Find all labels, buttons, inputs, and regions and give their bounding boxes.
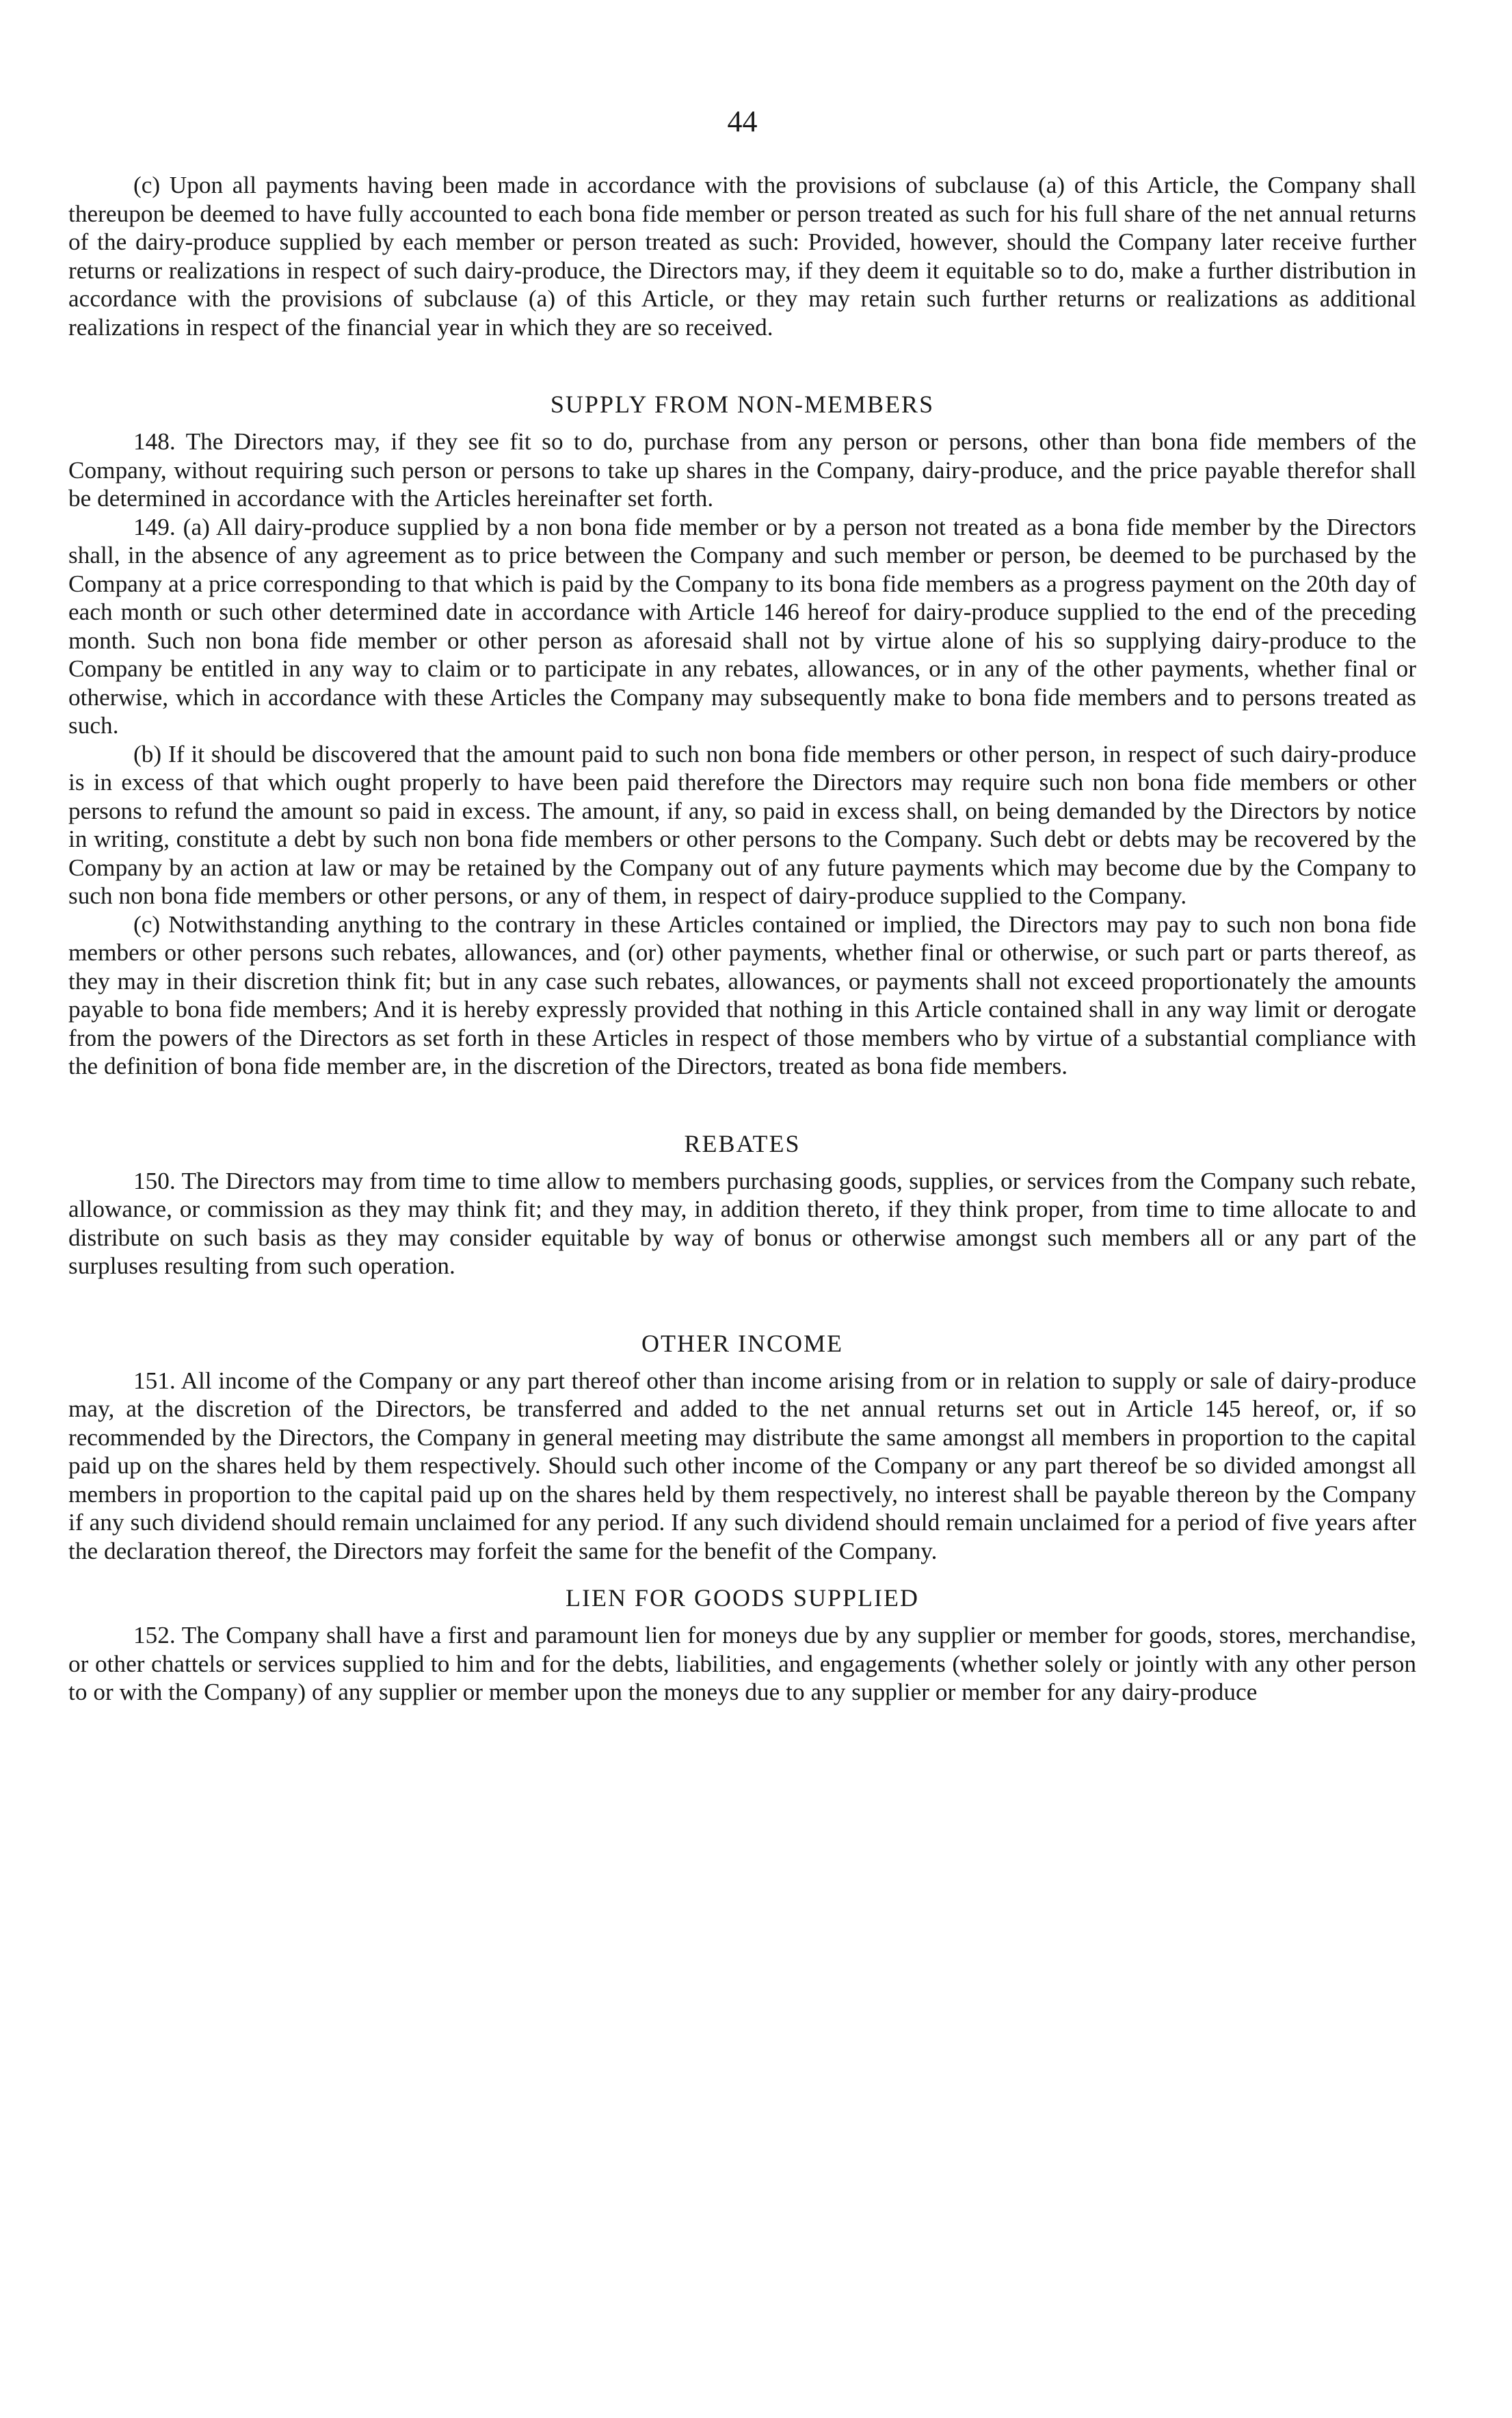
article-149-b: (b) If it should be discovered that the amount paid to such non bona fide members or other person, in respect of such dairy-produce is in excess of that which ought properly to have been paid therefore the Directors may require such non bona fide members or other persons to refund the amount so paid in excess. The amount, if any, so paid in excess shall, on being demanded by the Directors by notice in writing, constitute a debt by such non bona fide members or other persons to the Company. Such debt or debts may be recovered by the Company by an action at law or may be retained by the Company out of any future payments which may become due by the Company to such non bona fide members or other persons, or any of them, in respect of dairy-produce supplied to the Company. [68,740,1416,909]
article-152: 152. The Company shall have a first and paramount lien for moneys due by any supplier or member for goods, stores, merchandise, or other chattels or services supplied to him and for the debts, liabilities, and engagements (whether solely or jointly with any other person to or with the Company) of any supplier or member upon the moneys due to any supplier or member for any dairy-produce [68,1622,1416,1705]
article-151: 151. All income of the Company or any part thereof other than income arising from or in relation to supply or sale of dairy-produce may, at the discretion of the Directors, be transferred and added to the net annual returns set out in Article 145 hereof, or, if so recommended by the Directors, the Company in general meeting may distribute the same amongst all members in proportion to the capital paid up on the shares held by them respectively. Should such other income of the Company or any part thereof be so divided amongst all members in proportion to the capital paid up on the shares held by them respectively, no interest shall be payable thereon by the Company if any such dividend should remain unclaimed for any period. If any such dividend should remain unclaimed for a period of five years after the declaration thereof, the Directors may forfeit the same for the benefit of the Company. [68,1367,1416,1564]
heading-supply-from-non-members: SUPPLY FROM NON-MEMBERS [550,391,935,418]
heading-other-income: OTHER INCOME [641,1329,843,1357]
article-149-c: (c) Notwithstanding anything to the contrary in these Articles contained or implied, the Directors may pay to such non bona fide members or other persons such rebates, allowances, and (or) other payments, whether final or otherwise, or such part or parts thereof, as they may in their discretion think fit; but in any case such rebates, allowances, or payments shall not exceed proportionately the amounts payable to bona fide members; And it is hereby expressly provided that nothing in this Article contained shall in any way limit or derogate from the powers of the Directors as set forth in these Articles in respect of those members who by virtue of a substantial compliance with the definition of bona fide member are, in the discretion of the Directors, treated as bona fide members. [68,910,1416,1079]
article-149-a: 149. (a) All dairy-produce supplied by a non bona fide member or by a person not treated as a bona fide member by the Directors shall, in the absence of any agreement as to price between the Company and such member or person, be deemed to be purchased by the Company at a price corresponding to that which is paid by the Company to its bona fide members as a progress payment on the 20th day of each month or such other determined date in accordance with Article 146 hereof for dairy-produce supplied to the end of the preceding month. Such non bona fide member or other person as aforesaid shall not by virtue alone of his so supplying dairy-produce to the Company be entitled in any way to claim or to participate in any rebates, allowances, or in any of the other payments, whether final or otherwise, which in accordance with these Articles the Company may subsequently make to bona fide members and to persons treated as such. [68,513,1416,739]
heading-lien-for-goods-supplied: LIEN FOR GOODS SUPPLIED [565,1584,920,1612]
article-148: 148. The Directors may, if they see fit so to do, purchase from any person or persons, other than bona fide members of the Company, without requiring such person or persons to take up shares in the Company, dairy-produce, and the price payable therefor shall be determined in accordance with the Articles hereinafter set forth. [68,428,1416,512]
article-150: 150. The Directors may from time to time allow to members purchasing goods, supplies, or services from the Company such rebate, allowance, or commission as they may think fit; and they may, in addition thereto, if they think proper, from time to time allocate to and distribute on such basis as they may consider equitable by way of bonus or otherwise amongst such members all or any part of the surpluses resulting from such operation. [68,1167,1416,1279]
page-number: 44 [727,105,758,138]
clause-147-c: (c) Upon all payments having been made in accordance with the provisions of subclause (a) of this Article, the Company shall thereupon be deemed to have fully accounted to each bona fide member or person treated as such for his full share of the net annual returns of the dairy-produce supplied by each member or person treated as such: Provided, however, should the Company later receive further returns or realizations in respect of such dairy-produce, the Directors may, if they deem it equitable so to do, make a further distribution in accordance with the provisions of subclause (a) of this Article, or they may retain such further returns or realizations as additional realizations in respect of the financial year in which they are so received. [68,172,1416,341]
heading-rebates: REBATES [684,1129,801,1157]
